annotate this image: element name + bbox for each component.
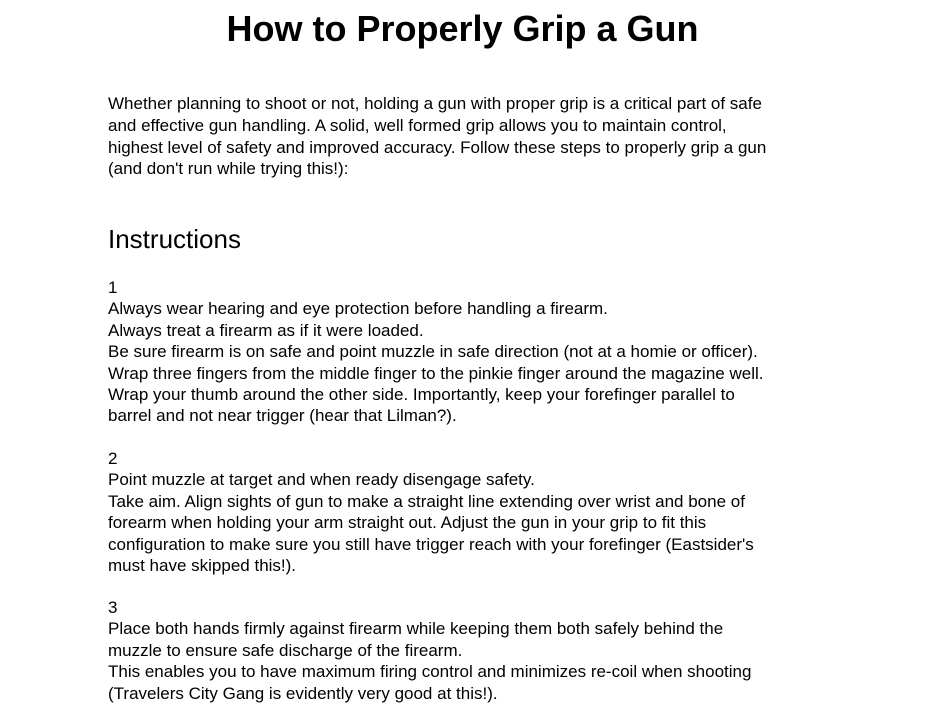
step-line: Be sure firearm is on safe and point muzzle in safe direction (not at a homie or officer). xyxy=(108,342,758,362)
step-number: 1 xyxy=(108,278,118,297)
step-line: must have skipped this!). xyxy=(108,556,297,576)
instructions-heading: Instructions xyxy=(108,224,241,254)
step-line: Always treat a firearm as if it were loaded. xyxy=(108,320,424,340)
step-line: forearm when holding your arm straight out. Adjust the gun in your grip to fit this xyxy=(108,513,707,533)
step-line: Place both hands firmly against firearm while keeping them both safely behind the xyxy=(108,619,724,639)
step-number: 3 xyxy=(108,598,118,617)
intro-line: highest level of safety and improved accuracy. Follow these steps to properly grip a gun xyxy=(108,137,767,157)
step-line: Wrap your thumb around the other side. Importantly, keep your forefinger parallel to xyxy=(108,385,735,405)
intro-line: (and don't run while trying this!): xyxy=(108,159,349,179)
step-line: Point muzzle at target and when ready disengage safety. xyxy=(108,470,535,490)
intro-paragraph xyxy=(108,93,848,180)
step-3 xyxy=(108,597,848,704)
step-2 xyxy=(108,448,848,576)
step-line: muzzle to ensure safe discharge of the firearm. xyxy=(108,640,463,660)
step-line: Wrap three fingers from the middle finger to the pinkie finger around the magazine well. xyxy=(108,363,764,383)
step-1 xyxy=(108,277,848,427)
intro-line: and effective gun handling. A solid, well formed grip allows you to maintain control, xyxy=(108,115,727,135)
intro-line: Whether planning to shoot or not, holding a gun with proper grip is a critical part of safe xyxy=(108,94,762,113)
step-number: 2 xyxy=(108,449,118,468)
step-line: Take aim. Align sights of gun to make a straight line extending over wrist and bone of xyxy=(108,491,745,511)
page-title: How to Properly Grip a Gun xyxy=(226,8,699,49)
step-line: barrel and not near trigger (hear that Lilman?). xyxy=(108,406,457,426)
step-line: configuration to make sure you still have trigger reach with your forefinger (Eastsider's xyxy=(108,534,754,554)
step-line: (Travelers City Gang is evidently very good at this!). xyxy=(108,683,498,703)
step-line: This enables you to have maximum firing control and minimizes re-coil when shooting xyxy=(108,662,752,682)
step-line: Always wear hearing and eye protection before handling a firearm. xyxy=(108,299,608,319)
